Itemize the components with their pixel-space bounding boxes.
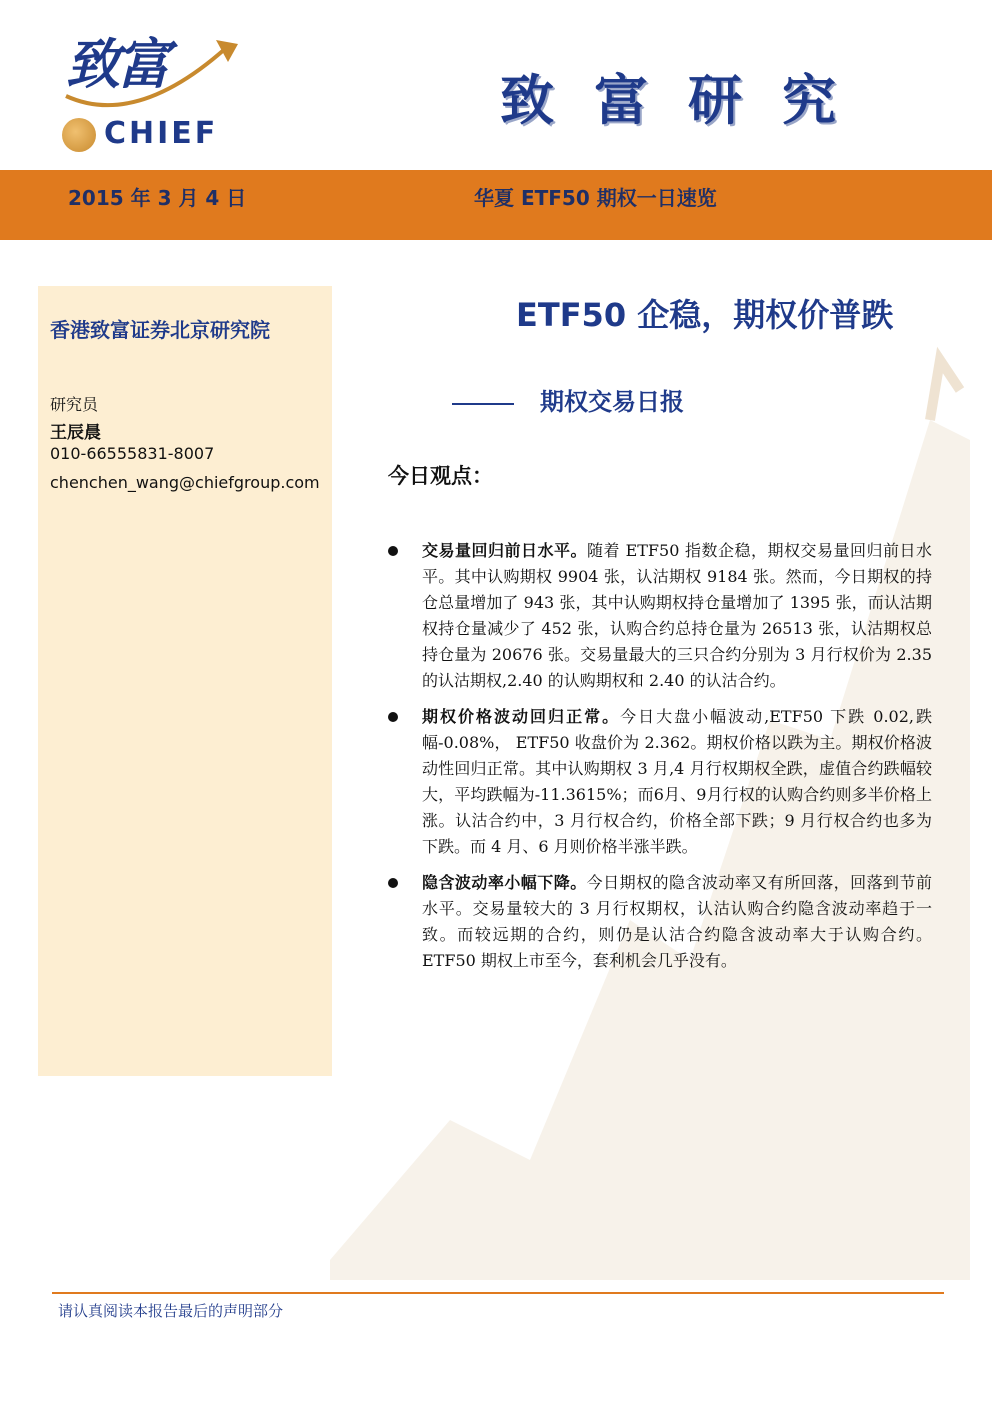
section-heading: 今日观点：: [388, 463, 493, 488]
report-title: ETF50 企稳，期权价普跌: [516, 296, 894, 334]
point-text: 今日大盘小幅波动,ETF50 下跌 0.02,跌幅-0.08%， ETF50 收盘价为 2.362。期权价格以跌为主。期权价格波动性回归正常。其中认购期权 3 月,4 月行权期权全跌，虚值合约跌幅较大，平均跌幅为-11.3615%；而6月、9月行权的认购合约则多半价格上涨。认沽合约中，3 月行权合约，价格全部下跌；9 月行权合约也多为下跌。而 4 月、6 月则价格半涨半跌。: [422, 707, 932, 856]
list-item: [386, 704, 932, 860]
bullet-icon: [388, 546, 398, 556]
banner-title: 致富研究: [500, 68, 876, 132]
report-subject: 华夏 ETF50 期权一日速览: [474, 186, 717, 210]
key-points-list: [386, 538, 932, 984]
author-sidebar: [38, 286, 332, 1076]
list-item: [386, 870, 932, 974]
author-name: 王辰晨: [50, 423, 101, 443]
author-email[interactable]: chenchen_wang@chiefgroup.com: [50, 473, 320, 492]
footer-disclaimer: 请认真阅读本报告最后的声明部分: [58, 1302, 284, 1320]
footer-divider: [52, 1292, 944, 1294]
bullet-icon: [388, 712, 398, 722]
author-phone: 010-66555831-8007: [50, 444, 215, 463]
point-text: 随着 ETF50 指数企稳，期权交易量回归前日水平。其中认购期权 9904 张，认沽期权 9184 张。然而，今日期权的持仓总量增加了 943 张，其中认购期权持仓量增加了 1395 张，而认沽期权持仓量减少了 452 张，认购合约总持仓量为 26513 张，认沽期权总持仓量为 20676 张。交易量最大的三只合约分别为 3 月行权价为 2.35 的认沽期权,2.40 的认购期权和 2.40 的认沽合约。: [422, 541, 932, 690]
chief-logo: [56, 18, 256, 158]
list-item: [386, 538, 932, 694]
header-bar: [0, 170, 992, 240]
logo-sphere-icon: [62, 118, 96, 152]
point-lead: 隐含波动率小幅下降。: [422, 873, 587, 892]
point-lead: 期权价格波动回归正常。: [422, 707, 621, 726]
institution-name: 香港致富证券北京研究院: [50, 318, 270, 342]
report-subtitle: 期权交易日报: [540, 387, 684, 416]
logo-chinese-text: 致富: [66, 32, 166, 96]
bullet-icon: [388, 878, 398, 888]
report-subtitle-row: [452, 382, 684, 417]
author-role: 研究员: [50, 395, 99, 414]
point-text: 今日期权的隐含波动率又有所回落，回落到节前水平。交易量较大的 3 月行权期权，认沽认购合约隐含波动率趋于一致。而较远期的合约，则仍是认沽合约隐含波动率大于认购合约。ETF50 期权上市至今，套利机会几乎没有。: [422, 873, 932, 970]
logo-english-text: CHIEF: [104, 116, 219, 151]
subtitle-dash: [452, 403, 514, 405]
report-date: 2015 年 3 月 4 日: [68, 186, 247, 210]
point-lead: 交易量回归前日水平。: [422, 541, 587, 560]
